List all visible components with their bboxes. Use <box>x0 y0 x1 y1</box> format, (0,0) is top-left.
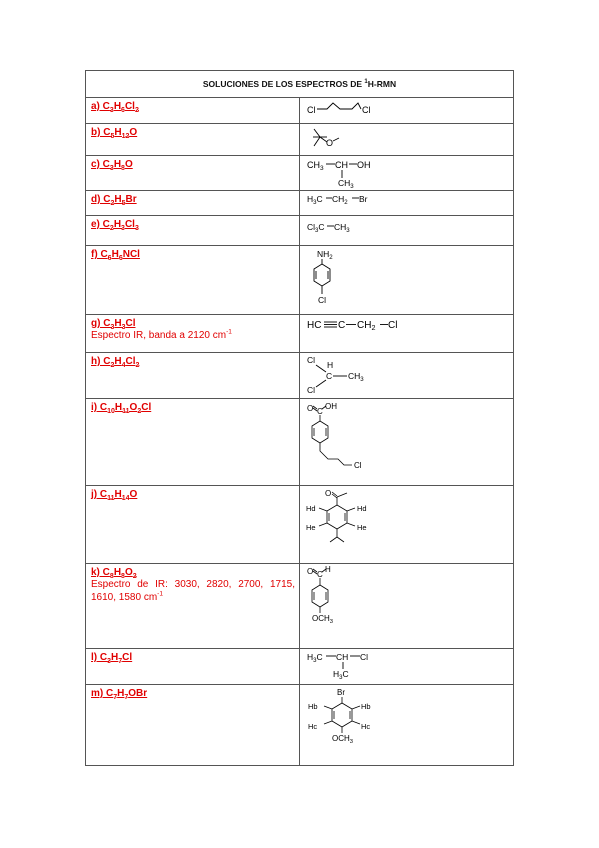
svg-text:H3C: $H_3C$ <box>307 652 323 664</box>
svg-text:Cl: Cl <box>307 355 316 365</box>
structure-m <box>300 685 474 765</box>
svg-text:Cl3C: $Cl_3C$ <box>307 222 325 234</box>
structure-l <box>300 649 474 684</box>
structure-k <box>300 564 474 648</box>
svg-text:OCH3: $OCH_3$ <box>312 614 334 625</box>
formula-label: f) $C_6H_6NCl$ <box>91 249 140 262</box>
svg-text:Cl: Cl <box>318 295 327 305</box>
structure-i <box>300 399 474 485</box>
svg-text:CH2: $CH_2$ <box>332 194 348 206</box>
svg-text:He: He <box>306 523 316 532</box>
svg-text:HC: HC <box>307 320 322 331</box>
formula-label: g) $C_3H_3Cl$ <box>91 318 136 331</box>
svg-text:Hb: Hb <box>308 702 318 711</box>
formula-label: e) $C_2H_3Cl_3$ <box>91 219 139 232</box>
table-row <box>86 564 514 649</box>
table-row <box>86 124 514 156</box>
svg-text:H: H <box>325 565 331 574</box>
svg-text:OH: OH <box>357 160 371 170</box>
structure-e <box>300 216 474 245</box>
svg-text:C: C <box>326 371 333 381</box>
svg-text:H3C: $H_3C$ <box>307 194 323 206</box>
table-row <box>86 399 514 486</box>
structure-j <box>300 486 474 563</box>
ir-note: Espectro IR, banda a 2120 $cm^{-1}$ <box>91 328 232 341</box>
svg-text:Br: Br <box>337 688 345 697</box>
structure-g <box>300 315 474 352</box>
svg-text:Cl: Cl <box>388 320 398 331</box>
formula-label: k) $C_8H_8O_2$ <box>91 567 137 580</box>
svg-text:Hd: Hd <box>357 504 367 513</box>
svg-text:CH3: $CH_3$ <box>307 160 324 172</box>
ir-note: Espectro de IR: 3030, 2820, 2700, 1715, 1610, 1580 $cm^{-1}$ <box>91 579 295 603</box>
formula-label: i) $C_{10}H_{11}O_2Cl$ <box>91 402 152 415</box>
svg-text:CH: CH <box>335 160 348 170</box>
formula-label: h) $C_2H_4Cl_2$ <box>91 356 140 369</box>
svg-text:NH2: $NH_2$ <box>317 249 333 261</box>
table-row <box>86 649 514 685</box>
svg-text:O: O <box>307 567 314 576</box>
svg-text:OCH3: $OCH_3$ <box>332 734 354 745</box>
structure-b <box>300 124 474 155</box>
structure-f <box>300 246 474 314</box>
svg-text:H: H <box>327 360 334 370</box>
svg-text:He: He <box>357 523 367 532</box>
structure-h <box>300 353 474 398</box>
table-row <box>86 353 514 399</box>
table-row <box>86 191 514 216</box>
svg-text:Hc: Hc <box>308 722 318 731</box>
svg-text:CH3: $CH_3$ <box>338 178 354 190</box>
solutions-table <box>85 70 514 766</box>
svg-text:Cl: Cl <box>362 105 371 115</box>
table-row <box>86 246 514 315</box>
formula-label: j) $C_{11}H_{14}O$ <box>91 489 138 502</box>
svg-text:Hb: Hb <box>361 702 371 711</box>
table-row <box>86 685 514 766</box>
structure-a <box>300 98 474 123</box>
svg-text:CH: CH <box>336 652 349 662</box>
svg-text:CH3: $CH_3$ <box>334 222 350 234</box>
structure-d <box>300 191 474 215</box>
formula-label: c) $C_3H_8O$ <box>91 159 133 172</box>
svg-text:C: C <box>317 570 323 579</box>
svg-text:Cl: Cl <box>354 461 362 470</box>
formula-label: d) $C_2H_5Br$ <box>91 194 137 207</box>
formula-label: a) $C_3H_6Cl_2$ <box>91 101 139 114</box>
svg-text:C: C <box>338 320 346 331</box>
table-row <box>86 98 514 124</box>
svg-text:CH2: $CH_2$ <box>357 320 376 332</box>
table-row <box>86 315 514 353</box>
formula-label: b) $C_5H_{12}O$ <box>91 127 138 140</box>
svg-text:Hd: Hd <box>306 504 316 513</box>
svg-text:Cl: Cl <box>307 385 316 395</box>
table-row <box>86 216 514 246</box>
svg-text:Hc: Hc <box>361 722 371 731</box>
svg-text:O: O <box>325 489 332 498</box>
svg-text:O: O <box>326 138 334 148</box>
table-row <box>86 486 514 564</box>
svg-text:Cl: Cl <box>307 105 316 115</box>
formula-label: l) $C_3H_7Cl$ <box>91 652 133 665</box>
svg-text:O: O <box>307 404 314 413</box>
svg-text:CH3: $CH_3$ <box>348 371 364 383</box>
svg-text:Br: Br <box>359 194 368 204</box>
table-row <box>86 156 514 191</box>
structure-c <box>300 156 474 190</box>
formula-label: m) $C_7H_7OBr$ <box>91 688 148 701</box>
svg-text:OH: OH <box>325 402 337 411</box>
svg-text:H3C: $H_3C$ <box>333 669 349 681</box>
table-title: SOLUCIONES DE LOS ESPECTROS DE $^1$H-RMN <box>86 71 514 98</box>
svg-text:C: C <box>317 407 323 416</box>
svg-text:Cl: Cl <box>360 652 369 662</box>
